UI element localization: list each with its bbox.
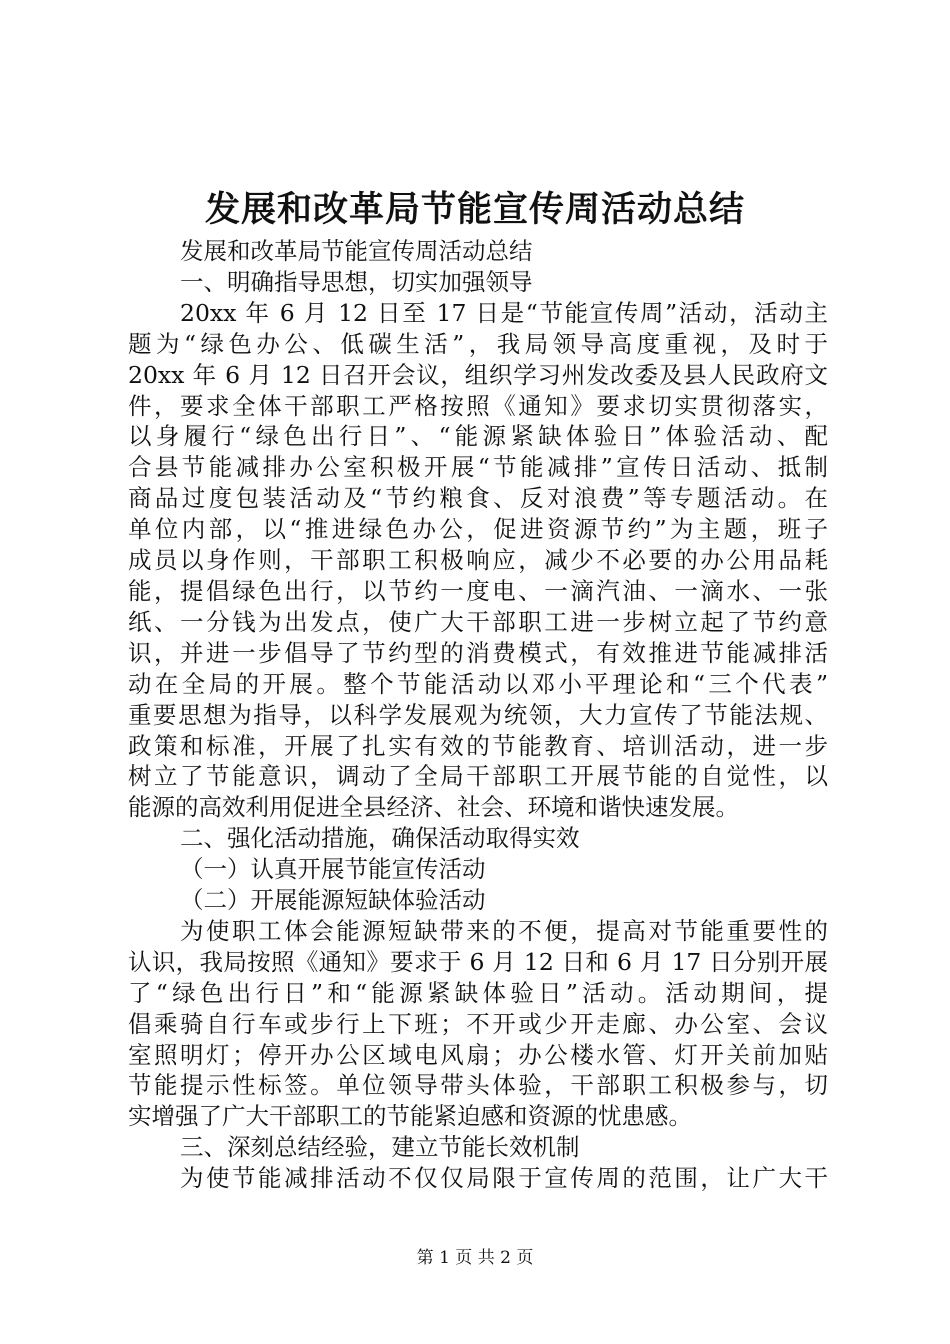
- paragraph-line: 节能提示性标签。单位领导带头体验，干部职工积极参与，切: [128, 1071, 828, 1100]
- section-heading: 一、明确指导思想，切实加强领导: [180, 267, 533, 296]
- paragraph-line: 以身履行“绿色出行日”、“能源紧缺体验日”体验活动、配: [128, 422, 828, 451]
- paragraph-line: 能源的高效利用促进全县经济、社会、环境和谐快速发展。: [128, 793, 739, 822]
- subsection-heading: （二）开展能源短缺体验活动: [180, 886, 486, 915]
- paragraph-line: 合县节能减排办公室积极开展“节能减排”宣传日活动、抵制: [128, 453, 828, 482]
- section-heading: 二、强化活动措施，确保活动取得实效: [180, 824, 580, 853]
- page-footer: 第 1 页 共 2 页: [416, 1248, 534, 1268]
- paragraph-line: 商品过度包装活动及“节约粮食、反对浪费”等专题活动。在: [128, 484, 828, 513]
- paragraph-line: 树立了节能意识，调动了全局干部职工开展节能的自觉性，以: [128, 762, 828, 791]
- paragraph-line: 重要思想为指导，以科学发展观为统领，大力宣传了节能法规、: [128, 700, 828, 729]
- paragraph-line: 20xx 年 6 月 12 日召开会议，组织学习州发改委及县人民政府文: [128, 360, 828, 389]
- paragraph-line: 能，提倡绿色出行，以节约一度电、一滴汽油、一滴水、一张: [128, 576, 828, 605]
- paragraph-line: 件，要求全体干部职工严格按照《通知》要求切实贯彻落实，: [128, 391, 828, 420]
- paragraph-line: 认识，我局按照《通知》要求于 6 月 12 日和 6 月 17 日分别开展: [128, 947, 828, 976]
- section-heading: 三、深刻总结经验，建立节能长效机制: [180, 1133, 580, 1162]
- paragraph-line: 成员以身作则，干部职工积极响应，减少不必要的办公用品耗: [128, 546, 828, 575]
- paragraph-line: 了“绿色出行日”和“能源紧缺体验日”活动。活动期间，提: [128, 978, 828, 1007]
- paragraph-line: 动在全局的开展。整个节能活动以邓小平理论和“三个代表”: [128, 669, 828, 698]
- subsection-heading: （一）认真开展节能宣传活动: [180, 855, 486, 884]
- paragraph-line: 为使节能减排活动不仅仅局限于宣传周的范围，让广大干: [180, 1164, 828, 1193]
- paragraph-line: 室照明灯；停开办公区域电风扇；办公楼水管、灯开关前加贴: [128, 1040, 828, 1069]
- document-title: 发展和改革局节能宣传周活动总结: [204, 189, 745, 230]
- paragraph-line: 20xx 年 6 月 12 日至 17 日是“节能宣传周”活动，活动主: [180, 298, 828, 327]
- paragraph-line: 为使职工体会能源短缺带来的不便，提高对节能重要性的: [180, 916, 828, 945]
- paragraph-line: 政策和标准，开展了扎实有效的节能教育、培训活动，进一步: [128, 731, 828, 760]
- subtitle-line: 发展和改革局节能宣传周活动总结: [180, 237, 533, 265]
- document-body: [128, 236, 828, 1194]
- paragraph-line: 纸、一分钱为出发点，使广大干部职工进一步树立起了节约意: [128, 607, 828, 636]
- paragraph-line: 倡乘骑自行车或步行上下班；不开或少开走廊、办公室、会议: [128, 1009, 828, 1038]
- paragraph-line: 识，并进一步倡导了节约型的消费模式，有效推进节能减排活: [128, 638, 828, 667]
- paragraph-line: 题为“绿色办公、低碳生活”，我局领导高度重视，及时于: [128, 329, 828, 358]
- paragraph-line: 单位内部，以“推进绿色办公，促进资源节约”为主题，班子: [128, 515, 828, 544]
- paragraph-line: 实增强了广大干部职工的节能紧迫感和资源的忧患感。: [128, 1102, 692, 1131]
